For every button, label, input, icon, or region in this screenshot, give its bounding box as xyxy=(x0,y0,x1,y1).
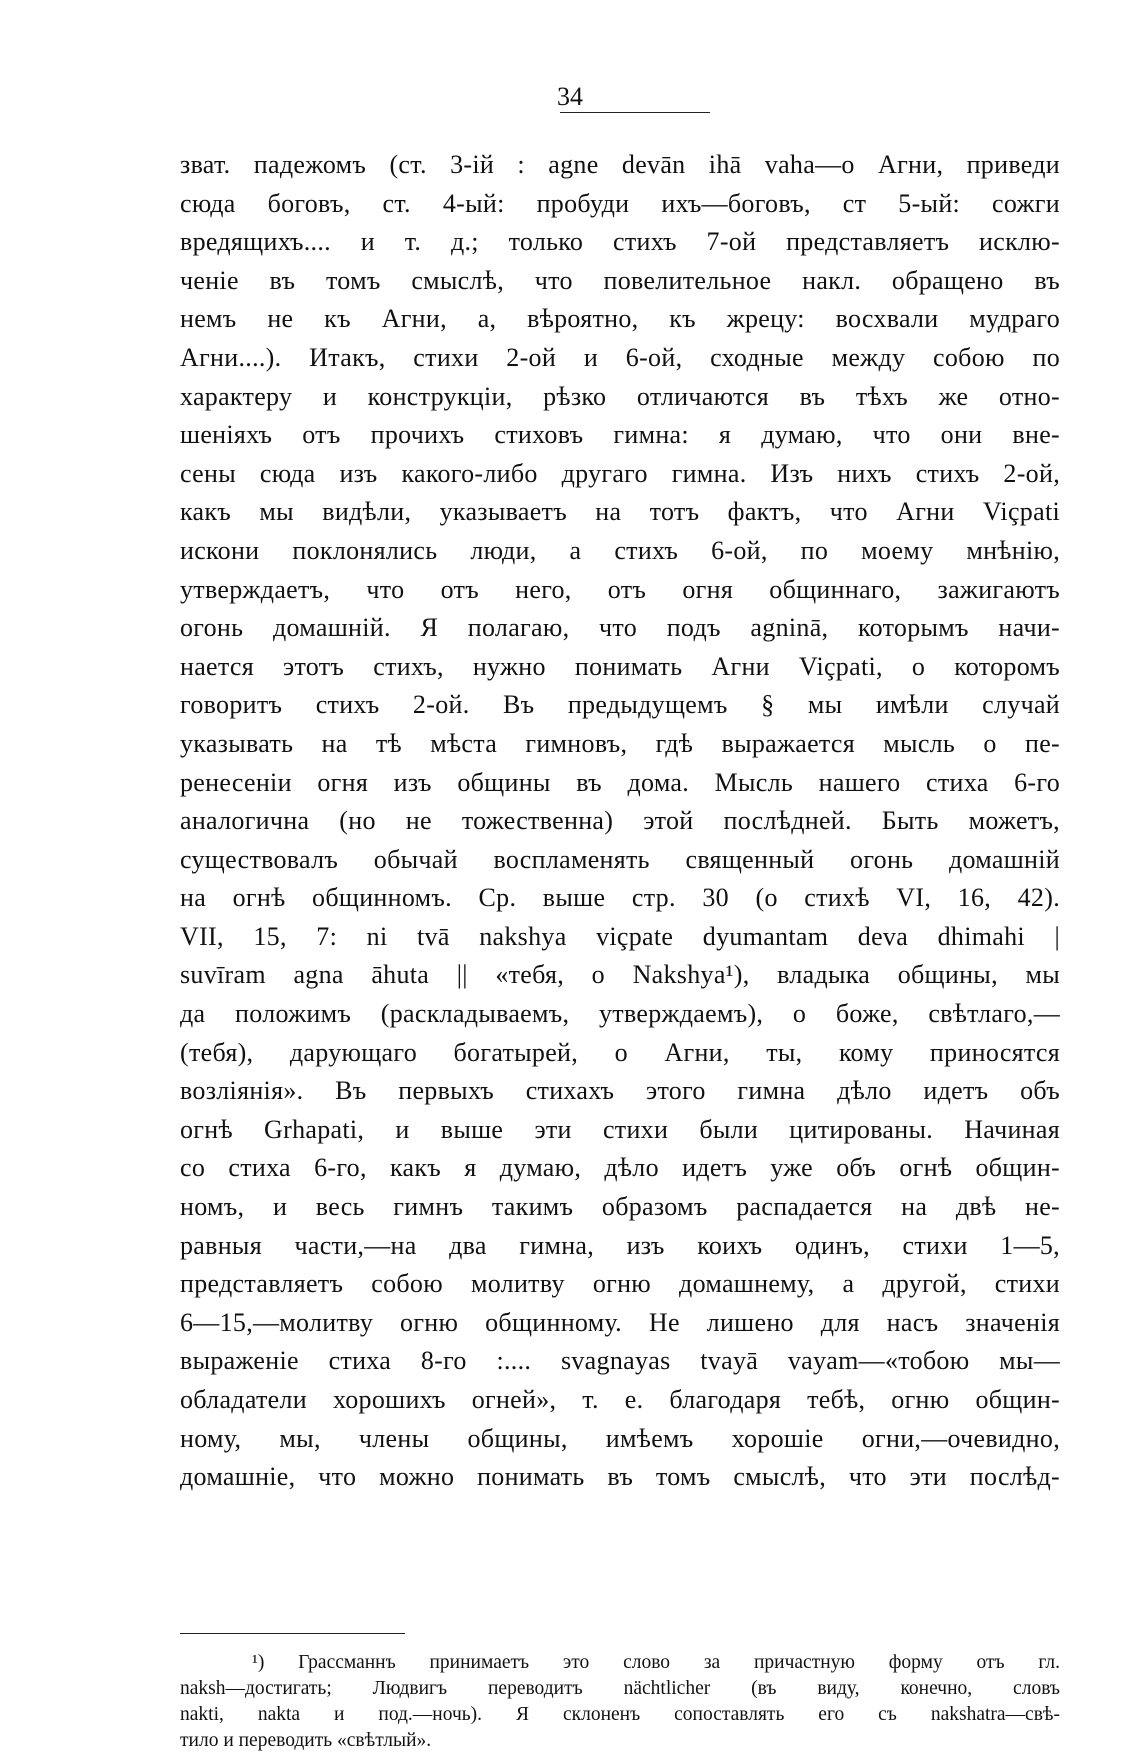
footnotes xyxy=(180,1650,1060,1754)
text-line: домашніе, что можно понимать въ томъ смыслѣ, что эти послѣд- xyxy=(180,1462,1060,1492)
text-line: Агни....). Итакъ, стихи 2-ой и 6-ой, сходные между собою по xyxy=(180,342,1060,372)
text-line: представляетъ собою молитву огню домашнему, а другой, стихи xyxy=(180,1269,1060,1299)
text-line: вредящихъ.... и т. д.; только стихъ 7-ой представляетъ исклю- xyxy=(180,227,1060,257)
text-line: со стиха 6-го, какъ я думаю, дѣло идетъ уже объ огнѣ общин- xyxy=(180,1153,1060,1183)
text-line: указывать на тѣ мѣста гимновъ, гдѣ выражается мысль о пе- xyxy=(180,728,1060,758)
text-line: зват. падежомъ (ст. 3-ій : agne devān ihā vaha—о Агни, приведи xyxy=(180,150,1060,179)
text-line: выраженіе стиха 8-го :.... svagnayas tvayā vayam—«тобою мы— xyxy=(180,1346,1060,1376)
text-line: ренесеніи огня изъ общины въ дома. Мысль нашего стиха 6-го xyxy=(180,767,1060,797)
text-line: утверждаетъ, что отъ него, отъ огня общиннаго, зажигаютъ xyxy=(180,574,1060,604)
body-text xyxy=(180,146,1060,1497)
text-line: ченіе въ томъ смыслѣ, что повелительное накл. обращено въ xyxy=(180,265,1060,295)
text-line: огонь домашній. Я полагаю, что подъ agninā, которымъ начи- xyxy=(180,613,1060,643)
footnote-line: ¹) Грассманнъ принимаетъ это слово за причастную форму отъ гл. xyxy=(252,1652,1060,1673)
text-line: говоритъ стихъ 2-ой. Въ предыдущемъ § мы имѣли случай xyxy=(180,690,1060,720)
text-line: сены сюда изъ какого-либо другаго гимна. Изъ нихъ стихъ 2-ой, xyxy=(180,458,1060,488)
page-number: 34 xyxy=(557,82,583,111)
page-number-rule xyxy=(560,112,710,113)
footnote-rule xyxy=(180,1633,405,1634)
text-line: да положимъ (раскладываемъ, утверждаемъ), о боже, свѣтлаго,— xyxy=(180,999,1060,1029)
text-line: шеніяхъ отъ прочихъ стиховъ гимна: я думаю, что они внe- xyxy=(180,420,1060,450)
text-line: немъ не къ Агни, а, вѣроятно, къ жрецу: восхвали мудраго xyxy=(180,304,1060,334)
text-line: на огнѣ общинномъ. Ср. выше стр. 30 (о стихѣ VI, 16, 42). xyxy=(180,883,1060,913)
footnote-line: тило и переводить «свѣтлый». xyxy=(180,1730,432,1751)
footnote-line: naksh—достигать; Людвигъ переводитъ nächtlicher (въ виду, конечно, словъ xyxy=(180,1678,1060,1699)
text-line: огнѣ Grhapati, и выше эти стихи были цитированы. Начиная xyxy=(180,1114,1060,1144)
text-line: возліянія». Въ первыхъ стихахъ этого гимна дѣло идетъ объ xyxy=(180,1076,1060,1106)
text-line: сюда боговъ, ст. 4-ый: пробуди ихъ—боговъ, ст 5-ый: сожги xyxy=(180,188,1060,218)
text-line: ному, мы, члены общины, имѣемъ хорошіе огни,—очевидно, xyxy=(180,1423,1060,1453)
text-line: какъ мы видѣли, указываетъ на тотъ фактъ, что Агни Viçpati xyxy=(180,497,1060,527)
text-line: искони поклонялись люди, а стихъ 6-ой, по моему мнѣнію, xyxy=(180,535,1060,565)
text-line: VII, 15, 7: ni tvā nakshya viçpate dyumantam deva dhimahi | xyxy=(180,921,1060,951)
text-line: 6—15,—молитву огню общинному. Не лишено для насъ значенія xyxy=(180,1307,1060,1337)
footnote-line: nakti, nakta и под.—ночь). Я склоненъ сопоставлять его съ nakshatra—свѣ- xyxy=(180,1704,1060,1725)
text-line: характеру и конструкціи, рѣзко отличаются въ тѣхъ же отно- xyxy=(180,381,1060,411)
text-line: существовалъ обычай воспламенять священный огонь домашній xyxy=(180,844,1060,874)
text-line: (тебя), дарующаго богатырей, о Агни, ты, кому приносятся xyxy=(180,1037,1060,1067)
text-line: нается этотъ стихъ, нужно понимать Агни Viçpati, о которомъ xyxy=(180,651,1060,681)
text-line: номъ, и весь гимнъ такимъ образомъ распадается на двѣ не- xyxy=(180,1192,1060,1222)
text-line: равныя части,—на два гимна, изъ коихъ одинъ, стихи 1—5, xyxy=(180,1230,1060,1260)
text-line: suvīram agna āhuta || «тебя, о Nakshya¹), владыка общины, мы xyxy=(180,960,1060,990)
text-line: аналогична (но не тожественна) этой послѣдней. Быть можетъ, xyxy=(180,806,1060,836)
text-line: обладатели хорошихъ огней», т. е. благодаря тебѣ, огню общин- xyxy=(180,1385,1060,1414)
